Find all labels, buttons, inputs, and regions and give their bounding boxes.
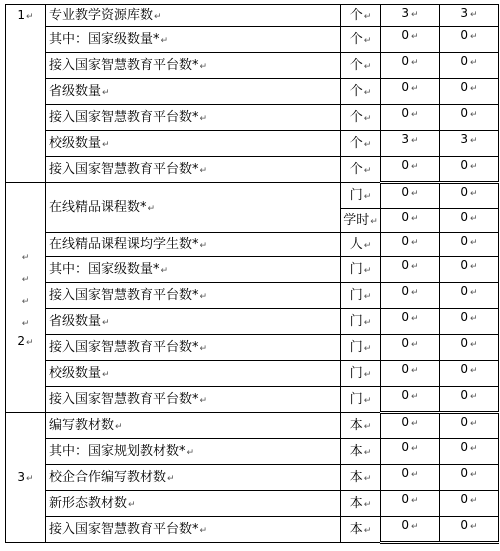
unit-cell	[341, 413, 381, 439]
value-cell-2	[440, 105, 499, 131]
table-row	[6, 335, 499, 361]
paragraph-mark: ↵	[411, 392, 419, 402]
table-row	[6, 5, 499, 27]
value-cell-2	[440, 79, 499, 105]
paragraph-mark: ↵	[470, 10, 478, 20]
value-cell-1	[381, 517, 440, 543]
value-text: 3	[401, 132, 410, 146]
table-row	[6, 361, 499, 387]
item-name: 其中：国家规划教材数*	[49, 444, 186, 459]
value-text: 0	[401, 310, 410, 324]
value-text: 0	[401, 284, 410, 298]
paragraph-mark: ↵	[363, 241, 372, 251]
item-name: 接入国家智慧教育平台数*	[49, 522, 199, 537]
paragraph-mark: ↵	[115, 422, 123, 432]
value-text: 0	[401, 158, 410, 172]
paragraph-mark: ↵	[411, 419, 419, 429]
paragraph-mark: ↵	[21, 275, 30, 285]
item-name: 接入国家智慧教育平台数*	[49, 340, 199, 355]
paragraph-mark: ↵	[199, 114, 208, 124]
unit-cell	[341, 209, 381, 233]
paragraph-mark: ↵	[128, 500, 136, 510]
item-name-cell	[46, 257, 341, 283]
unit-label: 门	[349, 314, 363, 329]
paragraph-mark: ↵	[470, 522, 478, 532]
unit-label: 本	[349, 418, 363, 433]
value-text: 0	[460, 310, 469, 324]
value-text: 0	[460, 518, 469, 532]
group-number: 2	[17, 334, 26, 348]
value-cell-1	[381, 131, 440, 157]
paragraph-mark: ↵	[147, 204, 156, 214]
value-cell-1	[381, 209, 440, 233]
paragraph-mark: ↵	[363, 526, 372, 536]
unit-cell	[341, 465, 381, 491]
paragraph-mark: ↵	[470, 189, 478, 199]
value-text: 0	[460, 388, 469, 402]
paragraph-mark: ↵	[411, 84, 419, 94]
paragraph-mark: ↵	[470, 444, 478, 454]
unit-cell	[341, 79, 381, 105]
unit-label: 学时	[343, 213, 370, 228]
paragraph-mark: ↵	[411, 110, 419, 120]
table-row	[6, 79, 499, 105]
paragraph-mark: ↵	[411, 314, 419, 324]
value-cell-2	[440, 361, 499, 387]
table-row	[6, 27, 499, 53]
paragraph-mark: ↵	[363, 370, 372, 380]
item-name-cell	[46, 361, 341, 387]
paragraph-mark: ↵	[411, 340, 419, 350]
paragraph-mark: ↵	[470, 136, 478, 146]
paragraph-mark: ↵	[363, 88, 372, 98]
value-cell-2	[440, 465, 499, 491]
paragraph-mark: ↵	[470, 470, 478, 480]
item-name: 接入国家智慧教育平台数*	[49, 162, 199, 177]
value-cell-2	[440, 517, 499, 543]
unit-cell	[341, 157, 381, 183]
value-cell-1	[381, 309, 440, 335]
unit-cell	[341, 439, 381, 465]
value-text: 0	[460, 466, 469, 480]
item-name-cell	[46, 53, 341, 79]
value-text: 0	[460, 415, 469, 429]
item-name: 在线精品课程课均学生数*	[49, 237, 199, 252]
value-cell-1	[381, 439, 440, 465]
value-cell-2	[440, 209, 499, 233]
table-row	[6, 387, 499, 413]
value-text: 0	[401, 258, 410, 272]
value-cell-2	[440, 131, 499, 157]
paragraph-mark: ↵	[470, 58, 478, 68]
value-text: 0	[401, 518, 410, 532]
value-cell-1	[381, 183, 440, 209]
value-text: 0	[401, 388, 410, 402]
row-number-cell	[6, 5, 46, 183]
unit-cell	[341, 309, 381, 335]
paragraph-mark: ↵	[167, 474, 175, 484]
item-name-cell	[46, 79, 341, 105]
table-row	[6, 53, 499, 79]
value-cell-1	[381, 27, 440, 53]
value-cell-2	[440, 439, 499, 465]
paragraph-mark: ↵	[470, 392, 478, 402]
paragraph-mark: ↵	[363, 140, 372, 150]
paragraph-mark: ↵	[470, 214, 478, 224]
item-name-cell	[46, 157, 341, 183]
table-row	[6, 309, 499, 335]
unit-cell	[341, 233, 381, 257]
paragraph-mark: ↵	[199, 292, 208, 302]
value-text: 0	[401, 28, 410, 42]
unit-label: 门	[349, 340, 363, 355]
paragraph-mark: ↵	[470, 110, 478, 120]
paragraph-mark: ↵	[411, 10, 419, 20]
unit-cell	[341, 387, 381, 413]
unit-label: 本	[349, 444, 363, 459]
paragraph-mark: ↵	[26, 338, 34, 348]
table-row	[6, 465, 499, 491]
value-cell-1	[381, 79, 440, 105]
value-cell-2	[440, 233, 499, 257]
value-cell-2	[440, 491, 499, 517]
unit-label: 门	[349, 392, 363, 407]
value-text: 0	[460, 492, 469, 506]
unit-label: 个	[349, 84, 363, 99]
value-text: 0	[460, 440, 469, 454]
unit-cell	[341, 27, 381, 53]
paragraph-mark: ↵	[199, 241, 208, 251]
value-cell-2	[440, 53, 499, 79]
row-number-cell	[6, 413, 46, 543]
paragraph-mark: ↵	[102, 88, 110, 98]
value-text: 0	[401, 336, 410, 350]
value-cell-2	[440, 183, 499, 209]
item-name: 校企合作编写教材数	[49, 470, 167, 485]
paragraph-mark: ↵	[470, 84, 478, 94]
value-cell-2	[440, 27, 499, 53]
value-text: 0	[401, 440, 410, 454]
paragraph-mark: ↵	[411, 162, 419, 172]
paragraph-mark: ↵	[363, 448, 372, 458]
item-name-cell	[46, 335, 341, 361]
value-cell-1	[381, 387, 440, 413]
paragraph-mark: ↵	[363, 192, 372, 202]
item-name: 其中：国家级数量*	[49, 32, 160, 47]
unit-label: 门	[349, 366, 363, 381]
paragraph-mark: ↵	[411, 444, 419, 454]
item-name-cell	[46, 491, 341, 517]
unit-cell	[341, 53, 381, 79]
unit-cell	[341, 5, 381, 27]
item-name-cell	[46, 131, 341, 157]
statistics-table-body	[6, 5, 499, 543]
item-name: 省级数量	[49, 314, 102, 329]
paragraph-mark: ↵	[26, 474, 34, 484]
item-name: 其中：国家级数量*	[49, 262, 160, 277]
item-name-cell	[46, 233, 341, 257]
item-name-cell	[46, 465, 341, 491]
unit-label: 门	[349, 188, 363, 203]
paragraph-mark: ↵	[363, 36, 372, 46]
paragraph-mark: ↵	[470, 162, 478, 172]
value-cell-1	[381, 105, 440, 131]
paragraph-mark: ↵	[102, 370, 110, 380]
value-cell-1	[381, 335, 440, 361]
paragraph-mark: ↵	[411, 189, 419, 199]
value-text: 0	[460, 284, 469, 298]
unit-cell	[341, 183, 381, 209]
paragraph-mark: ↵	[186, 448, 195, 458]
table-row	[6, 105, 499, 131]
item-name-cell	[46, 387, 341, 413]
value-cell-2	[440, 309, 499, 335]
item-name: 接入国家智慧教育平台数*	[49, 288, 199, 303]
value-cell-1	[381, 53, 440, 79]
paragraph-mark: ↵	[363, 166, 372, 176]
value-cell-2	[440, 257, 499, 283]
value-text: 3	[401, 6, 410, 20]
unit-label: 本	[349, 522, 363, 537]
item-name-cell	[46, 27, 341, 53]
paragraph-mark: ↵	[21, 297, 30, 307]
paragraph-mark: ↵	[21, 319, 30, 329]
value-cell-1	[381, 257, 440, 283]
value-cell-2	[440, 335, 499, 361]
paragraph-mark: ↵	[411, 32, 419, 42]
item-name-cell	[46, 413, 341, 439]
unit-label: 个	[349, 58, 363, 73]
statistics-table-wrapper	[5, 4, 498, 544]
value-text: 0	[401, 466, 410, 480]
value-text: 0	[401, 185, 410, 199]
paragraph-mark: ↵	[411, 470, 419, 480]
item-name: 接入国家智慧教育平台数*	[49, 110, 199, 125]
unit-label: 人	[349, 237, 363, 252]
table-row	[6, 517, 499, 543]
paragraph-mark: ↵	[363, 474, 372, 484]
item-name-cell	[46, 439, 341, 465]
paragraph-mark: ↵	[160, 266, 169, 276]
table-row	[6, 413, 499, 439]
paragraph-mark: ↵	[199, 526, 208, 536]
value-cell-1	[381, 5, 440, 27]
paragraph-mark: ↵	[199, 166, 208, 176]
paragraph-mark: ↵	[470, 314, 478, 324]
item-name: 接入国家智慧教育平台数*	[49, 58, 199, 73]
paragraph-mark: ↵	[411, 238, 419, 248]
value-text: 0	[401, 80, 410, 94]
paragraph-mark: ↵	[102, 318, 110, 328]
unit-label: 本	[349, 496, 363, 511]
group-number: 3	[17, 470, 26, 484]
unit-label: 个	[349, 162, 363, 177]
paragraph-mark: ↵	[411, 496, 419, 506]
unit-cell	[341, 257, 381, 283]
value-cell-1	[381, 413, 440, 439]
paragraph-mark: ↵	[363, 318, 372, 328]
paragraph-mark: ↵	[363, 500, 372, 510]
unit-cell	[341, 491, 381, 517]
unit-label: 门	[349, 288, 363, 303]
item-name: 在线精品课程数*	[49, 200, 147, 215]
value-cell-2	[440, 387, 499, 413]
value-text: 0	[460, 185, 469, 199]
group-number: 1	[17, 8, 26, 22]
paragraph-mark: ↵	[26, 12, 34, 22]
item-name: 校级数量	[49, 366, 102, 381]
paragraph-mark: ↵	[370, 217, 378, 227]
paragraph-mark: ↵	[160, 36, 169, 46]
paragraph-mark: ↵	[470, 419, 478, 429]
table-row	[6, 131, 499, 157]
value-cell-2	[440, 283, 499, 309]
value-text: 0	[401, 234, 410, 248]
unit-label: 个	[349, 110, 363, 125]
paragraph-mark: ↵	[363, 62, 372, 72]
table-row	[6, 183, 499, 209]
value-cell-2	[440, 157, 499, 183]
item-name-cell	[46, 283, 341, 309]
paragraph-mark: ↵	[411, 522, 419, 532]
unit-label: 个	[349, 8, 363, 23]
item-name: 接入国家智慧教育平台数*	[49, 392, 199, 407]
unit-cell	[341, 105, 381, 131]
paragraph-mark: ↵	[411, 136, 419, 146]
value-text: 0	[460, 106, 469, 120]
paragraph-mark: ↵	[363, 12, 372, 22]
item-name: 新形态教材数	[49, 496, 128, 511]
item-name: 专业教学资源库数	[49, 8, 154, 23]
paragraph-mark: ↵	[411, 288, 419, 298]
paragraph-mark: ↵	[411, 262, 419, 272]
paragraph-mark: ↵	[470, 366, 478, 376]
paragraph-mark: ↵	[199, 396, 208, 406]
value-text: 0	[460, 158, 469, 172]
table-row	[6, 257, 499, 283]
paragraph-mark: ↵	[411, 58, 419, 68]
table-row	[6, 439, 499, 465]
item-name: 省级数量	[49, 84, 102, 99]
paragraph-mark: ↵	[154, 12, 162, 22]
value-text: 0	[401, 362, 410, 376]
paragraph-mark: ↵	[470, 262, 478, 272]
value-text: 0	[460, 28, 469, 42]
value-text: 0	[401, 210, 410, 224]
item-name-cell	[46, 183, 341, 233]
paragraph-mark: ↵	[363, 344, 372, 354]
paragraph-mark: ↵	[470, 238, 478, 248]
item-name: 校级数量	[49, 136, 102, 151]
value-cell-1	[381, 157, 440, 183]
value-text: 0	[460, 258, 469, 272]
paragraph-mark: ↵	[363, 292, 372, 302]
paragraph-mark: ↵	[470, 496, 478, 506]
unit-label: 门	[349, 262, 363, 277]
paragraph-mark: ↵	[363, 266, 372, 276]
paragraph-mark: ↵	[470, 32, 478, 42]
item-name-cell	[46, 517, 341, 543]
paragraph-mark: ↵	[199, 344, 208, 354]
unit-label: 个	[349, 136, 363, 151]
value-cell-1	[381, 465, 440, 491]
value-text: 0	[460, 234, 469, 248]
statistics-table	[5, 4, 499, 544]
paragraph-mark: ↵	[363, 422, 372, 432]
unit-cell	[341, 131, 381, 157]
value-cell-2	[440, 413, 499, 439]
value-cell-1	[381, 283, 440, 309]
paragraph-mark: ↵	[363, 114, 372, 124]
paragraph-mark: ↵	[21, 253, 30, 263]
value-text: 0	[460, 210, 469, 224]
unit-cell	[341, 517, 381, 543]
item-name: 编写教材数	[49, 418, 115, 433]
value-text: 0	[460, 80, 469, 94]
unit-cell	[341, 283, 381, 309]
unit-label: 个	[349, 32, 363, 47]
table-row	[6, 233, 499, 257]
value-cell-1	[381, 491, 440, 517]
unit-cell	[341, 361, 381, 387]
paragraph-mark: ↵	[363, 396, 372, 406]
table-row	[6, 157, 499, 183]
value-cell-1	[381, 361, 440, 387]
paragraph-mark: ↵	[102, 140, 110, 150]
row-number-cell	[6, 183, 46, 413]
value-text: 0	[460, 362, 469, 376]
paragraph-mark: ↵	[470, 340, 478, 350]
value-text: 0	[401, 415, 410, 429]
item-name-cell	[46, 105, 341, 131]
value-text: 0	[401, 106, 410, 120]
paragraph-mark: ↵	[411, 214, 419, 224]
paragraph-mark: ↵	[470, 288, 478, 298]
value-text: 0	[460, 336, 469, 350]
item-name-cell	[46, 5, 341, 27]
value-text: 3	[460, 6, 469, 20]
item-name-cell	[46, 309, 341, 335]
unit-label: 本	[349, 470, 363, 485]
value-text: 0	[460, 54, 469, 68]
value-text: 0	[401, 492, 410, 506]
table-row	[6, 283, 499, 309]
paragraph-mark: ↵	[411, 366, 419, 376]
table-row	[6, 491, 499, 517]
value-text: 0	[401, 54, 410, 68]
paragraph-mark: ↵	[199, 62, 208, 72]
unit-cell	[341, 335, 381, 361]
value-text: 3	[460, 132, 469, 146]
value-cell-2	[440, 5, 499, 27]
value-cell-1	[381, 233, 440, 257]
